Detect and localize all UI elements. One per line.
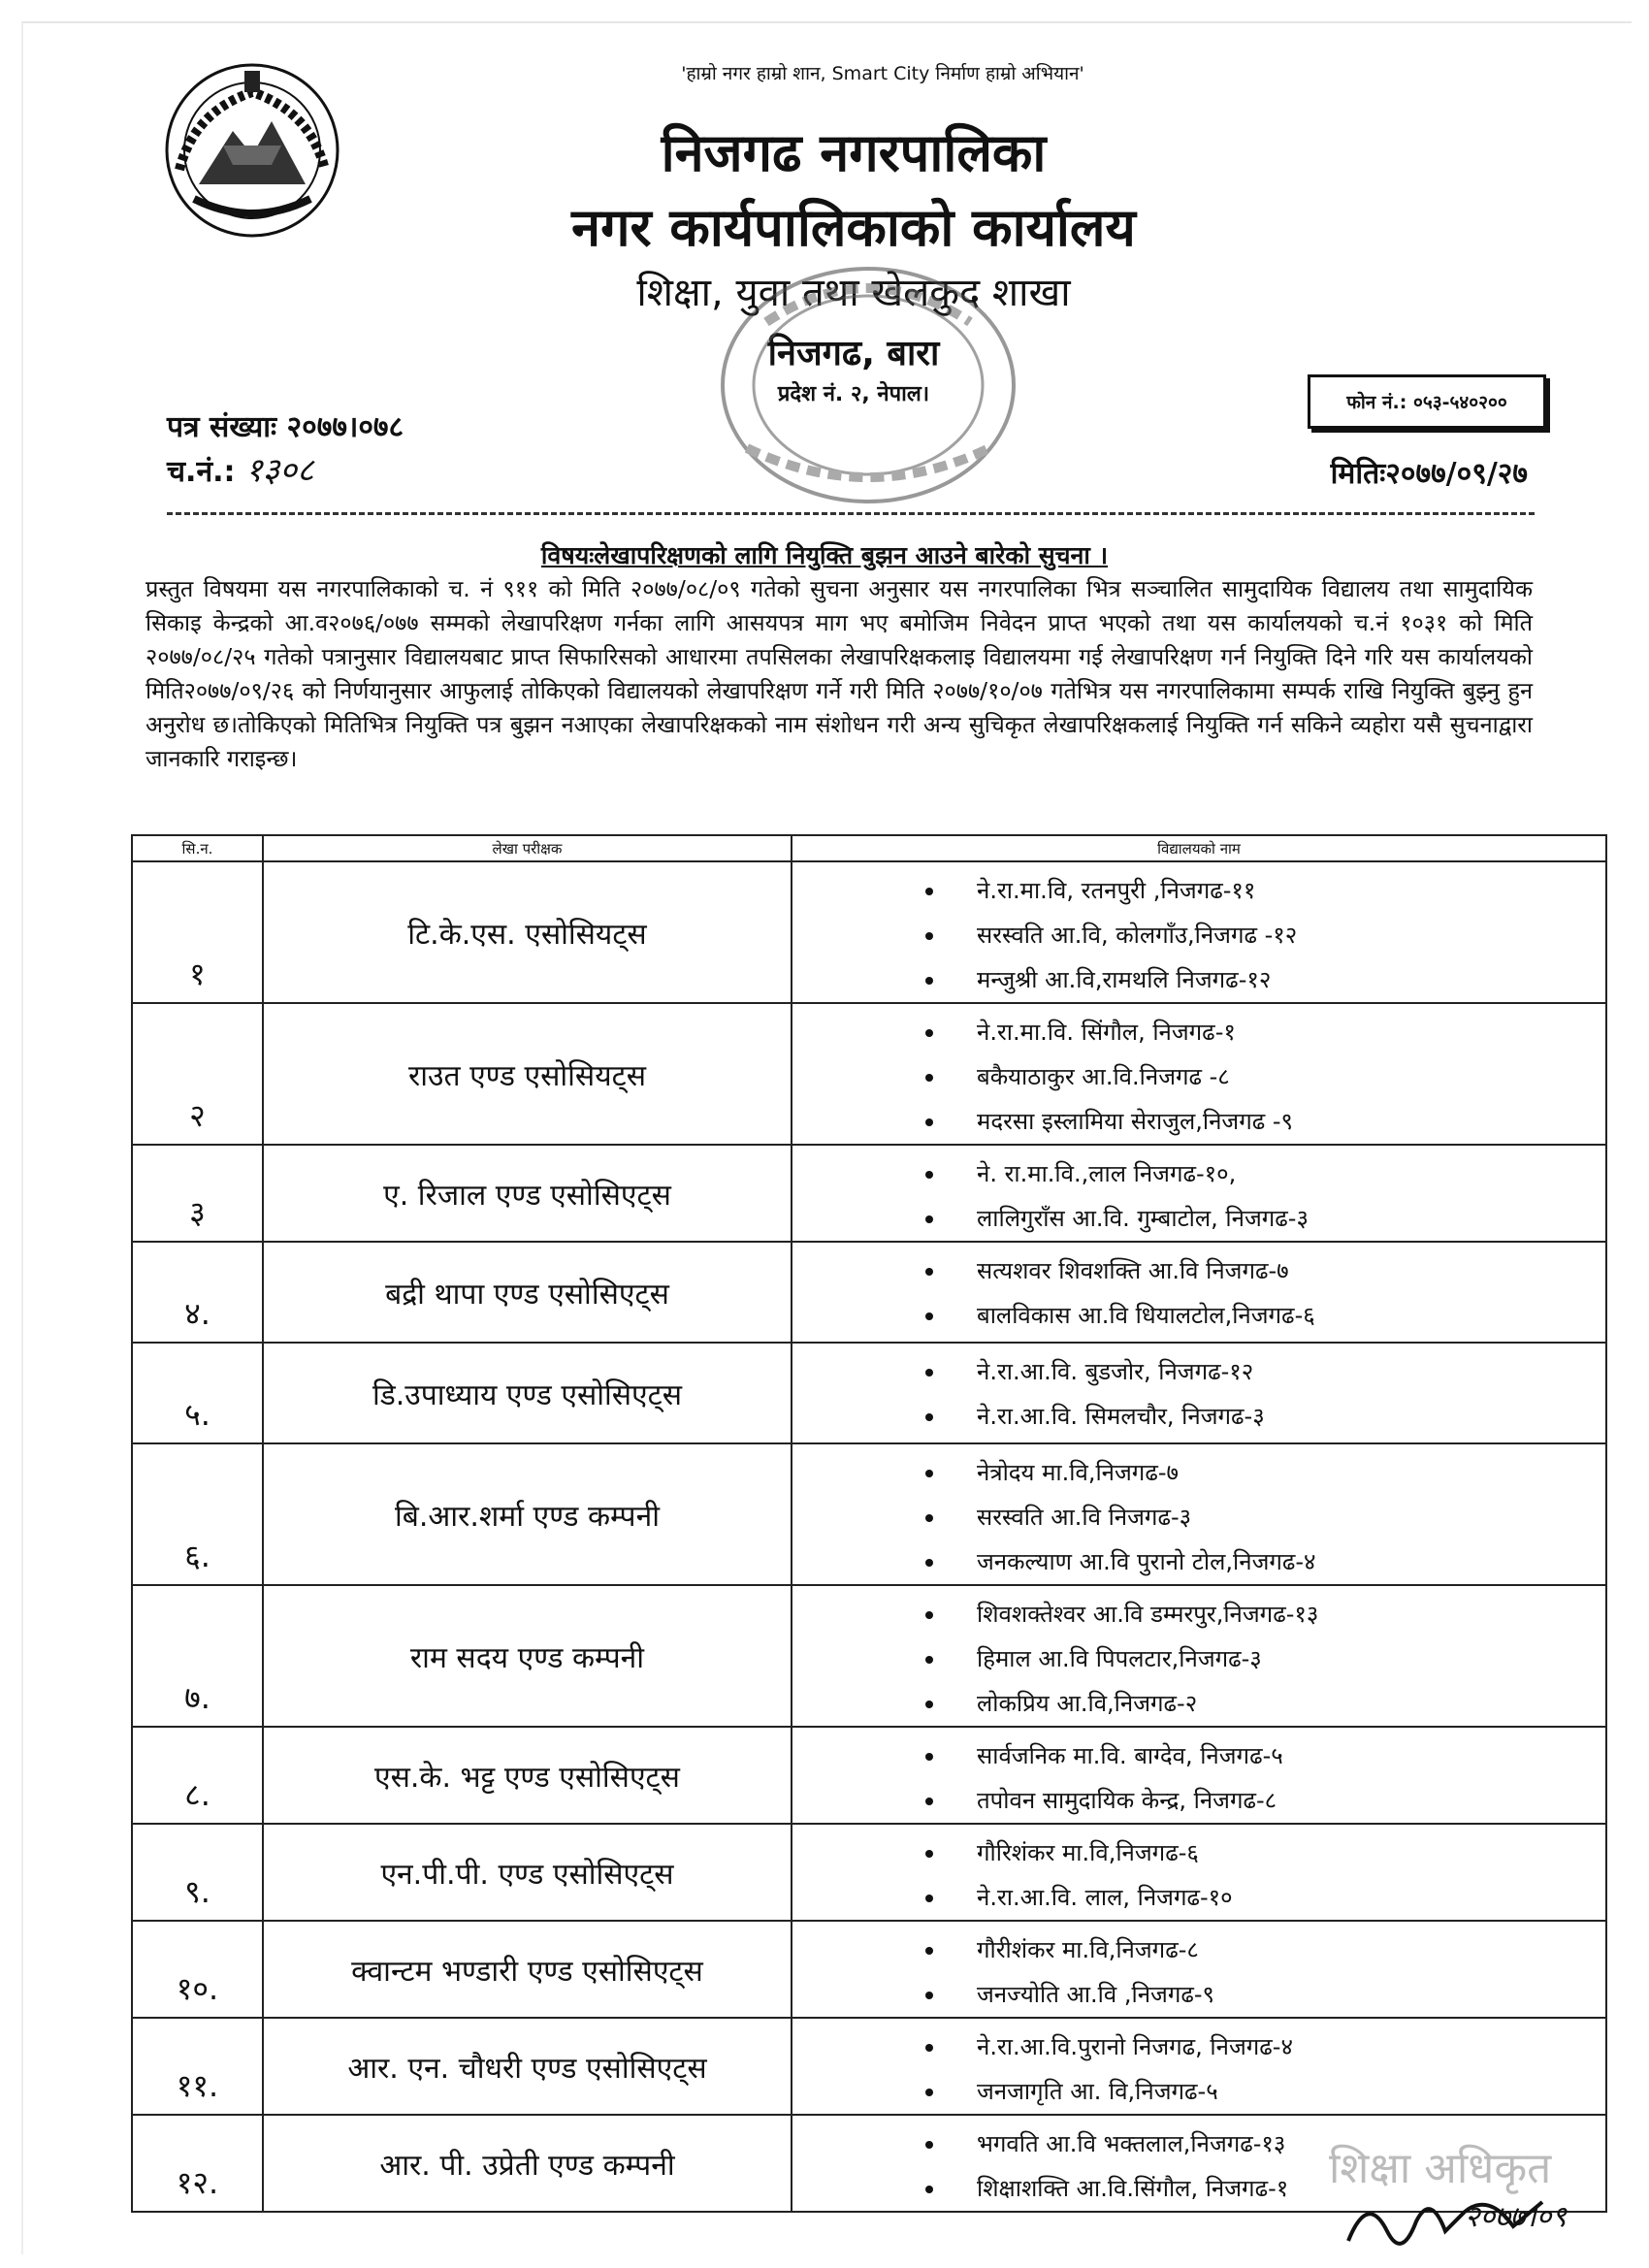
row-schools xyxy=(792,1145,1606,1242)
table-row xyxy=(132,1443,1606,1585)
subject-line xyxy=(0,538,1649,571)
school-item: गौरिशंकर मा.वि,निजगढ-६ xyxy=(792,1831,1605,1875)
slogan: 'हाम्रो नगर हाम्रो शान, Smart City निर्माण हाम्रो अभियान' xyxy=(681,63,1084,84)
school-item: सत्यशवर शिवशक्ति आ.वि निजगढ-७ xyxy=(792,1248,1605,1293)
table-row xyxy=(132,861,1606,1003)
school-item: बालविकास आ.वि धियालटोल,निजगढ-६ xyxy=(792,1293,1605,1338)
row-auditor: आर. पी. उप्रेती एण्ड कम्पनी xyxy=(263,2115,792,2212)
row-schools xyxy=(792,861,1606,1003)
table-row xyxy=(132,1343,1606,1443)
row-schools xyxy=(792,1242,1606,1343)
signature-icon xyxy=(1319,2134,1630,2260)
school-item: जनकल्याण आ.वि पुरानो टोल,निजगढ-४ xyxy=(792,1539,1605,1584)
row-schools xyxy=(792,1824,1606,1921)
reference-number: पत्र संख्याः २०७७।०७८ xyxy=(167,410,404,444)
school-item: भगवति आ.वि भक्तलाल,निजगढ-१३ xyxy=(792,2122,1605,2166)
auditor-table xyxy=(131,834,1607,2213)
row-sn: २ xyxy=(132,1003,263,1145)
divider xyxy=(167,512,1535,515)
row-auditor: एन.पी.पी. एण्ड एसोसिएट्स xyxy=(263,1824,792,1921)
school-item: सरस्वति आ.वि, कोलगाँउ,निजगढ -१२ xyxy=(792,913,1605,957)
row-auditor: टि.के.एस. एसोसियट्स xyxy=(263,861,792,1003)
row-auditor: बद्री थापा एण्ड एसोसिएट्स xyxy=(263,1242,792,1343)
row-schools xyxy=(792,1921,1606,2018)
table-row xyxy=(132,1824,1606,1921)
school-item: ने.रा.आ.वि. लाल, निजगढ-१० xyxy=(792,1875,1605,1920)
section-title: शिक्षा, युवा तथा खेलकुद शाखा xyxy=(636,271,1071,315)
header-sn: सि.न. xyxy=(132,835,263,861)
row-schools xyxy=(792,1585,1606,1727)
table-row xyxy=(132,1585,1606,1727)
row-sn: ७. xyxy=(132,1585,263,1727)
table-row xyxy=(132,1242,1606,1343)
school-item: सरस्वति आ.वि निजगढ-३ xyxy=(792,1495,1605,1539)
table-row xyxy=(132,1003,1606,1145)
school-item: ने. रा.मा.वि.,लाल निजगढ-१०, xyxy=(792,1151,1605,1196)
school-item: ने.रा.आ.वि. सिमलचौर, निजगढ-३ xyxy=(792,1394,1605,1439)
row-auditor: क्वान्टम भण्डारी एण्ड एसोसिएट्स xyxy=(263,1921,792,2018)
dispatch-number xyxy=(167,446,314,491)
header-schools: विद्यालयको नाम xyxy=(792,835,1606,861)
row-sn: ४. xyxy=(132,1242,263,1343)
row-sn: ५. xyxy=(132,1343,263,1443)
row-schools xyxy=(792,1443,1606,1585)
row-auditor: बि.आर.शर्मा एण्ड कम्पनी xyxy=(263,1443,792,1585)
row-schools xyxy=(792,1003,1606,1145)
table-header-row xyxy=(132,835,1606,861)
table-row xyxy=(132,1727,1606,1824)
school-item: तपोवन सामुदायिक केन्द्र, निजगढ-८ xyxy=(792,1778,1605,1823)
office-stamp-icon xyxy=(708,254,1028,516)
row-schools xyxy=(792,1343,1606,1443)
school-item: शिक्षाशक्ति आ.वि.सिंगौल, निजगढ-१ xyxy=(792,2166,1605,2211)
school-item: ने.रा.आ.वि. बुडजोर, निजगढ-१२ xyxy=(792,1349,1605,1394)
school-item: शिवशक्तेश्वर आ.वि डम्मरपुर,निजगढ-१३ xyxy=(792,1592,1605,1636)
row-sn: १२. xyxy=(132,2115,263,2212)
province: प्रदेश नं. २, नेपाल। xyxy=(777,382,930,406)
office-title: नगर कार्यपालिकाको कार्यालय xyxy=(571,197,1136,258)
row-sn: ११. xyxy=(132,2018,263,2115)
school-item: सार्वजनिक मा.वि. बाग्देव, निजगढ-५ xyxy=(792,1733,1605,1778)
row-sn: ८. xyxy=(132,1727,263,1824)
row-auditor: एस.के. भट्ट एण्ड एसोसिएट्स xyxy=(263,1727,792,1824)
row-auditor: ए. रिजाल एण्ड एसोसिएट्स xyxy=(263,1145,792,1242)
subject-text: विषयःलेखापरिक्षणको लागि नियुक्ति बुझन आउने बारेको सुचना । xyxy=(540,541,1109,569)
school-item: ने.रा.मा.वि, रतनपुरी ,निजगढ-११ xyxy=(792,868,1605,913)
notice-body: प्रस्तुत विषयमा यस नगरपालिकाको च. नं ९११ को मिति २०७७/०८/०९ गतेको सुचना अनुसार यस नगरपालिका भित्र सञ्चालित सामुदायिक विद्यालय तथा सामुदायिक सिकाइ केन्द्रको आ.व२०७६/०७७ सम्मको लेखापरिक्षण गर्नका लागि आसयपत्र माग भए बमोजिम निवेदन प्राप्त भएको तथा यस कार्यालयको च.नं १०३१ को मिति २०७७/०८/२५ गतेको पत्रानुसार विद्यालयबाट प्राप्त सिफारिसको आधारमा तपसिलका लेखापरिक्षकलाइ विद्यालयमा गई लेखापरिक्षण गर्न नियुक्ति दिने गरि यस कार्यालयको मिति२०७७/०९/२६ को निर्णयानुसार आफुलाई तोकिएको विद्यालयको लेखापरिक्षण गर्ने गरी मिति २०७७/१०/०७ गतेभित्र यस नगरपालिकामा सम्पर्क राखि नियुक्ति बुझ्नु हुन अनुरोध छ।तोकिएको मितिभित्र नियुक्ति पत्र बुझन नआएका लेखापरिक्षकको नाम संशोधन गरी अन्य सुचिकृत लेखापरिक्षकलाई नियुक्ति गर्न सकिने व्यहोरा यसै सुचनाद्वारा जानकारि गराइन्छ। xyxy=(146,575,1533,772)
school-item: मन्जुश्री आ.वि,रामथलि निजगढ-१२ xyxy=(792,957,1605,1002)
row-auditor: राउत एण्ड एसोसियट्स xyxy=(263,1003,792,1145)
school-item: ने.रा.आ.वि.पुरानो निजगढ, निजगढ-४ xyxy=(792,2025,1605,2069)
row-sn: १०. xyxy=(132,1921,263,2018)
school-item: जनज्योति आ.वि ,निजगढ-९ xyxy=(792,1972,1605,2017)
table-row xyxy=(132,2018,1606,2115)
dispatch-label: च.नं.: xyxy=(167,455,245,489)
row-sn: ९. xyxy=(132,1824,263,1921)
school-item: ने.रा.मा.वि. सिंगौल, निजगढ-१ xyxy=(792,1010,1605,1054)
row-schools xyxy=(792,1727,1606,1824)
header-auditor: लेखा परीक्षक xyxy=(263,835,792,861)
table-row xyxy=(132,1921,1606,2018)
row-auditor: डि.उपाध्याय एण्ड एसोसिएट्स xyxy=(263,1343,792,1443)
phone-box: फोन नं.: ०५३-५४०२०० xyxy=(1308,374,1546,429)
school-item: मदरसा इस्लामिया सेराजुल,निजगढ -९ xyxy=(792,1099,1605,1144)
row-sn: ६. xyxy=(132,1443,263,1585)
row-auditor: आर. एन. चौधरी एण्ड एसोसिएट्स xyxy=(263,2018,792,2115)
row-auditor: राम सदय एण्ड कम्पनी xyxy=(263,1585,792,1727)
municipality-title: निजगढ नगरपालिका xyxy=(661,122,1047,183)
row-sn: १ xyxy=(132,861,263,1003)
row-schools xyxy=(792,2018,1606,2115)
school-item: लालिगुराँस आ.वि. गुम्बाटोल, निजगढ-३ xyxy=(792,1196,1605,1241)
row-sn: ३ xyxy=(132,1145,263,1242)
school-item: लोकप्रिय आ.वि,निजगढ-२ xyxy=(792,1681,1605,1726)
signature-date: २०७७।०९ xyxy=(1465,2200,1567,2234)
location: निजगढ, बारा xyxy=(767,334,940,373)
letter-date: मितिः२०७७/०९/२७ xyxy=(1330,457,1528,491)
table-row xyxy=(132,1145,1606,1242)
school-item: बकैयाठाकुर आ.वि.निजगढ -८ xyxy=(792,1054,1605,1099)
svg-text:शिक्षा अधिकृत: शिक्षा अधिकृत xyxy=(1329,2144,1552,2193)
school-item: जनजागृति आ. वि,निजगढ-५ xyxy=(792,2069,1605,2114)
school-item: नेत्रोदय मा.वि,निजगढ-७ xyxy=(792,1450,1605,1495)
dispatch-value: १३०८ xyxy=(244,451,314,490)
school-item: गौरीशंकर मा.वि,निजगढ-८ xyxy=(792,1928,1605,1972)
school-item: हिमाल आ.वि पिपलटार,निजगढ-३ xyxy=(792,1636,1605,1681)
